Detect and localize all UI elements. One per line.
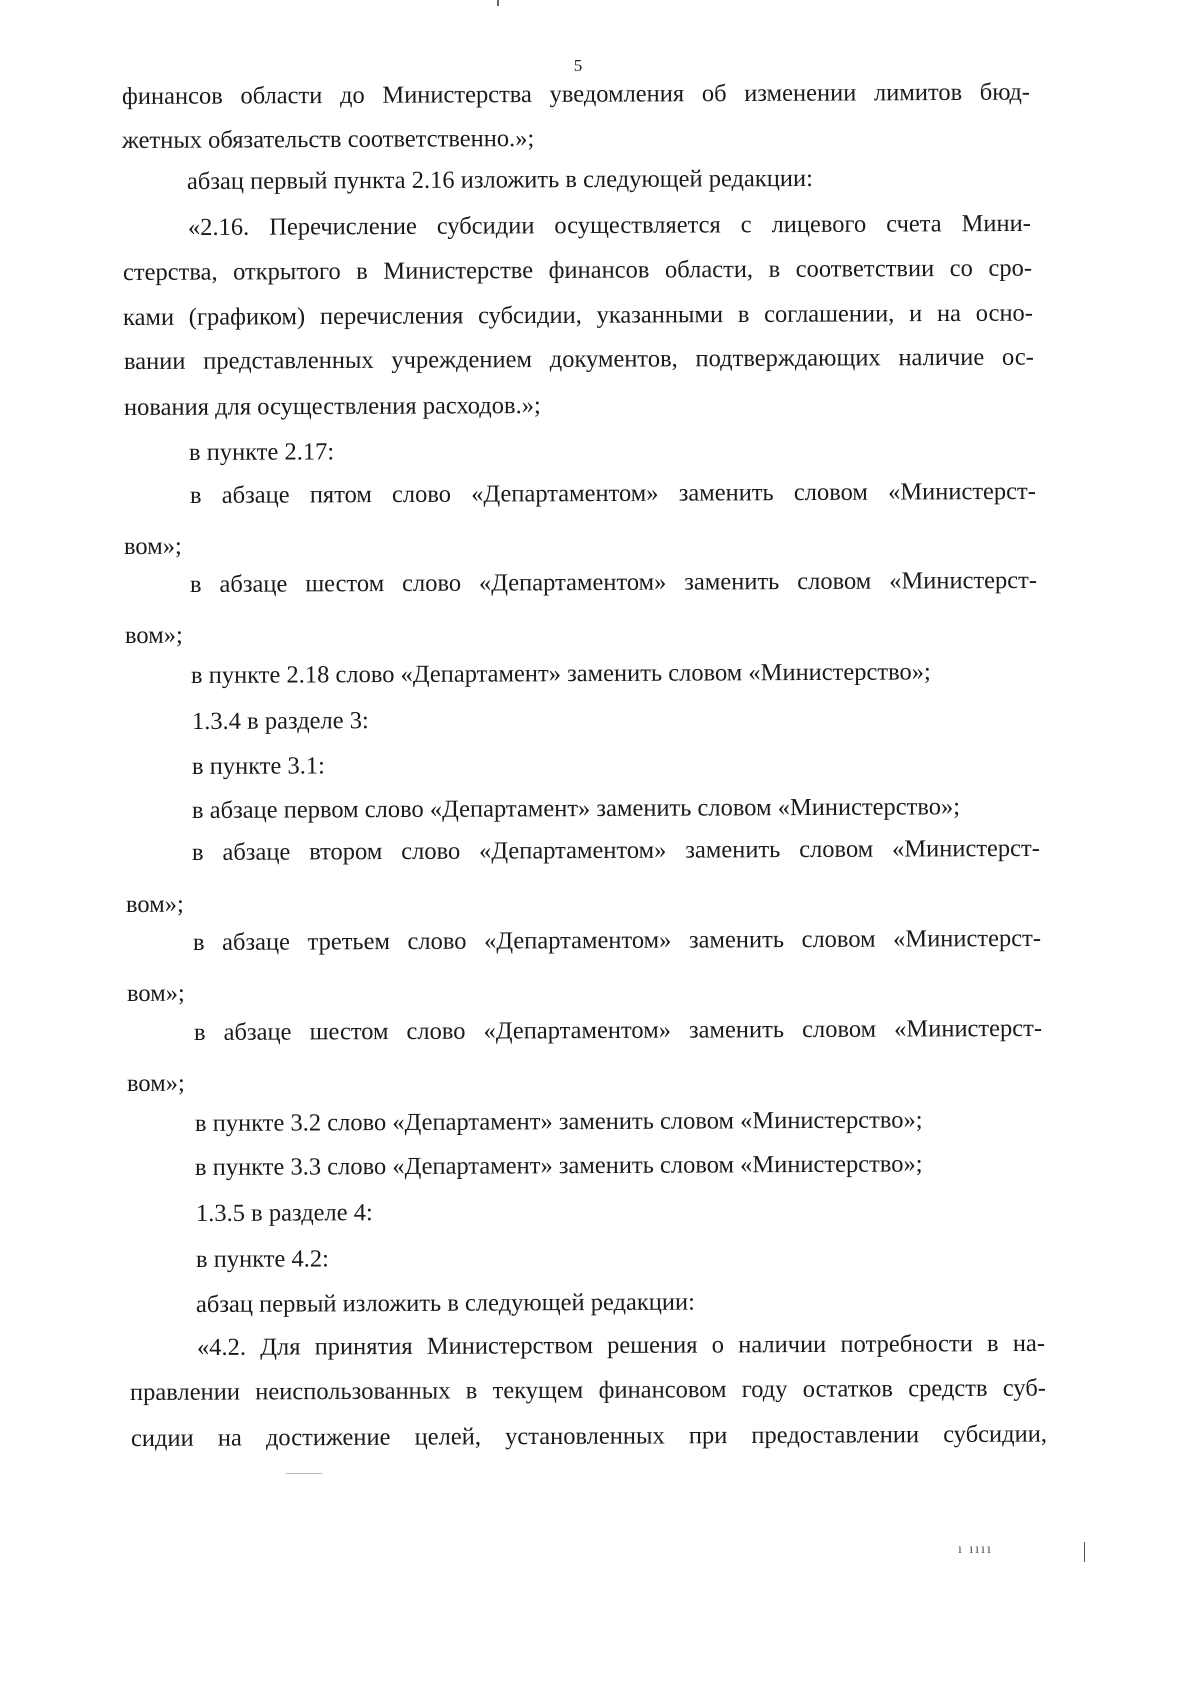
- word: заменить: [688, 1016, 785, 1044]
- word: о: [711, 1331, 725, 1359]
- word: словом: [801, 925, 876, 954]
- word: ками: [122, 303, 175, 331]
- word: со: [949, 254, 973, 282]
- word: «Министерст-: [888, 477, 1036, 506]
- text-line: [130, 1374, 1046, 1408]
- word: «4.2.: [196, 1333, 247, 1361]
- word: в: [356, 257, 368, 285]
- word: суб-: [1002, 1374, 1047, 1402]
- text-line: [122, 78, 1030, 112]
- word: словом: [799, 835, 874, 864]
- word: Министерства: [382, 80, 532, 109]
- word: Министерстве: [383, 256, 534, 285]
- word: заменить: [688, 926, 785, 954]
- text-line: [193, 924, 1041, 958]
- text-line: в пункте 2.17:: [188, 438, 335, 466]
- word: финансов: [121, 82, 223, 110]
- text-line: нования для осуществления расходов.»;: [123, 391, 541, 421]
- word: абзаце: [222, 928, 291, 956]
- word: пятом: [309, 481, 372, 509]
- word: (графиком): [188, 303, 306, 331]
- text-line: [123, 299, 1033, 333]
- footer-edge-tick: [1084, 1542, 1085, 1562]
- word: «Департаментом»: [478, 568, 667, 597]
- word: шестом: [305, 570, 385, 598]
- word: Для: [260, 1333, 301, 1361]
- page-number: 5: [573, 56, 583, 75]
- word: заменить: [684, 568, 780, 596]
- word: субсидии,: [478, 301, 582, 330]
- text-line: в пункте 2.18 слово «Департамент» заменить словом «Министерство»;: [190, 658, 931, 689]
- word: на: [217, 1424, 242, 1452]
- text-line: вом»;: [123, 532, 182, 560]
- word: вании: [123, 347, 186, 375]
- word: достижение: [265, 1423, 391, 1452]
- word: целей,: [414, 1423, 481, 1451]
- text-line: [197, 1329, 1045, 1363]
- word: в: [192, 928, 205, 956]
- text-line: в пункте 4.2:: [195, 1245, 329, 1273]
- word: в: [986, 1330, 999, 1358]
- word: счета: [886, 210, 942, 238]
- word: представленных: [203, 346, 374, 375]
- text-line: вом»;: [126, 1069, 185, 1097]
- footer-scan-marks: ı ıııı: [958, 1542, 993, 1557]
- text-line: [194, 1014, 1042, 1048]
- word: в: [189, 570, 202, 598]
- word: «Департаментом»: [483, 926, 672, 955]
- scan-artifact-mark: [497, 0, 499, 6]
- word: шестом: [309, 1018, 389, 1046]
- word: абзаце: [223, 1018, 292, 1046]
- word: с: [740, 211, 752, 239]
- word: абзаце: [222, 838, 291, 866]
- scan-artifact-smudge: [286, 1473, 322, 1474]
- word: остатков: [802, 1375, 894, 1403]
- word: открытого: [233, 257, 341, 286]
- word: в: [193, 1018, 206, 1046]
- word: «2.16.: [187, 213, 250, 241]
- word: правлении: [129, 1378, 240, 1406]
- word: стерства,: [122, 258, 218, 286]
- word: Мини-: [961, 209, 1031, 238]
- word: установленных: [504, 1422, 665, 1451]
- word: наличии: [738, 1330, 827, 1359]
- word: перечисления: [319, 302, 464, 331]
- word: неиспользованных: [255, 1377, 451, 1406]
- text-line: в пункте 3.2 слово «Департамент» заменить словом «Министерство»;: [194, 1106, 923, 1137]
- word: слово: [402, 569, 462, 597]
- word: слово: [406, 1017, 466, 1045]
- word: в: [737, 300, 750, 328]
- word: заменить: [685, 836, 781, 864]
- word: «Департаментом»: [478, 836, 667, 865]
- word: третьем: [307, 928, 391, 956]
- word: слово: [401, 837, 461, 865]
- text-line: [124, 343, 1034, 377]
- word: подтверждающих: [695, 344, 881, 373]
- word: учреждением: [391, 346, 533, 374]
- word: принятия: [314, 1332, 413, 1361]
- text-line: 1.3.5 в разделе 4:: [195, 1199, 373, 1227]
- word: указанными: [596, 301, 724, 329]
- word: заменить: [678, 479, 774, 507]
- word: субсидии,: [943, 1420, 1047, 1449]
- word: документов,: [549, 345, 678, 373]
- text-line: жетных обязательств соответственно.»;: [121, 124, 535, 154]
- word: соглашении,: [764, 300, 895, 328]
- word: втором: [309, 838, 383, 866]
- word: в: [465, 1377, 478, 1405]
- word: в: [768, 255, 781, 283]
- text-line: абзац первый изложить в следующей редакции:: [195, 1288, 695, 1318]
- text-line: в абзаце первом слово «Департамент» заменить словом «Министерство»;: [191, 793, 961, 824]
- word: Перечисление: [269, 212, 417, 241]
- text-line: [123, 254, 1032, 288]
- word: «Министерст-: [893, 924, 1042, 953]
- word: «Департаментом»: [483, 1016, 671, 1045]
- word: предоставлении: [751, 1421, 920, 1449]
- word: осно-: [975, 299, 1034, 327]
- word: слово: [391, 480, 452, 509]
- word: «Департаментом»: [471, 479, 659, 508]
- word: потребности: [840, 1330, 973, 1358]
- word: сро-: [988, 254, 1033, 282]
- word: Министерством: [426, 1332, 593, 1360]
- word: словом: [801, 1015, 877, 1044]
- word: финансовом: [598, 1376, 727, 1404]
- word: финансов: [548, 256, 650, 284]
- word: изменении: [744, 79, 857, 107]
- word: текущем: [492, 1376, 584, 1405]
- word: словом: [793, 478, 868, 507]
- word: ос-: [1001, 343, 1034, 371]
- text-line: абзац первый пункта 2.16 изложить в следующей редакции:: [186, 164, 813, 195]
- word: бюд-: [979, 78, 1030, 106]
- word: «Министерст-: [889, 566, 1038, 595]
- word: области,: [664, 255, 754, 284]
- word: слово: [407, 927, 467, 955]
- word: лимитов: [873, 78, 963, 107]
- text-line: вом»;: [126, 979, 185, 1007]
- word: наличие: [898, 343, 985, 372]
- word: на: [936, 299, 962, 328]
- word: и: [909, 300, 923, 328]
- word: абзаце: [219, 570, 288, 598]
- word: «Министерст-: [894, 1014, 1043, 1043]
- word: в: [191, 838, 204, 866]
- word: субсидии: [436, 212, 535, 240]
- text-line: вом»;: [124, 621, 183, 649]
- word: соответствии: [795, 255, 935, 283]
- text-line: [188, 209, 1031, 243]
- word: сидии: [130, 1424, 194, 1452]
- text-line: в пункте 3.3 слово «Департамент» заменить словом «Министерство»;: [194, 1150, 923, 1181]
- word: до: [339, 81, 365, 109]
- word: в: [189, 481, 202, 509]
- text-line: 1.3.4 в разделе 3:: [191, 707, 369, 735]
- text-line: в пункте 3.1:: [191, 752, 325, 780]
- word: осуществляется: [554, 211, 721, 240]
- word: лицевого: [771, 210, 867, 239]
- word: словом: [797, 567, 872, 596]
- word: решения: [607, 1331, 698, 1359]
- text-line: [190, 566, 1037, 600]
- word: на-: [1012, 1329, 1046, 1358]
- word: абзаце: [221, 481, 290, 509]
- text-line: [131, 1420, 1047, 1454]
- word: году: [741, 1375, 788, 1404]
- word: при: [688, 1422, 728, 1450]
- word: уведомления: [549, 80, 685, 108]
- word: об: [701, 80, 727, 108]
- text-line: [190, 477, 1036, 511]
- word: средств: [908, 1374, 988, 1403]
- text-line: [192, 834, 1040, 868]
- word: области: [240, 82, 323, 110]
- text-line: вом»;: [125, 890, 184, 918]
- word: «Министерст-: [892, 834, 1040, 863]
